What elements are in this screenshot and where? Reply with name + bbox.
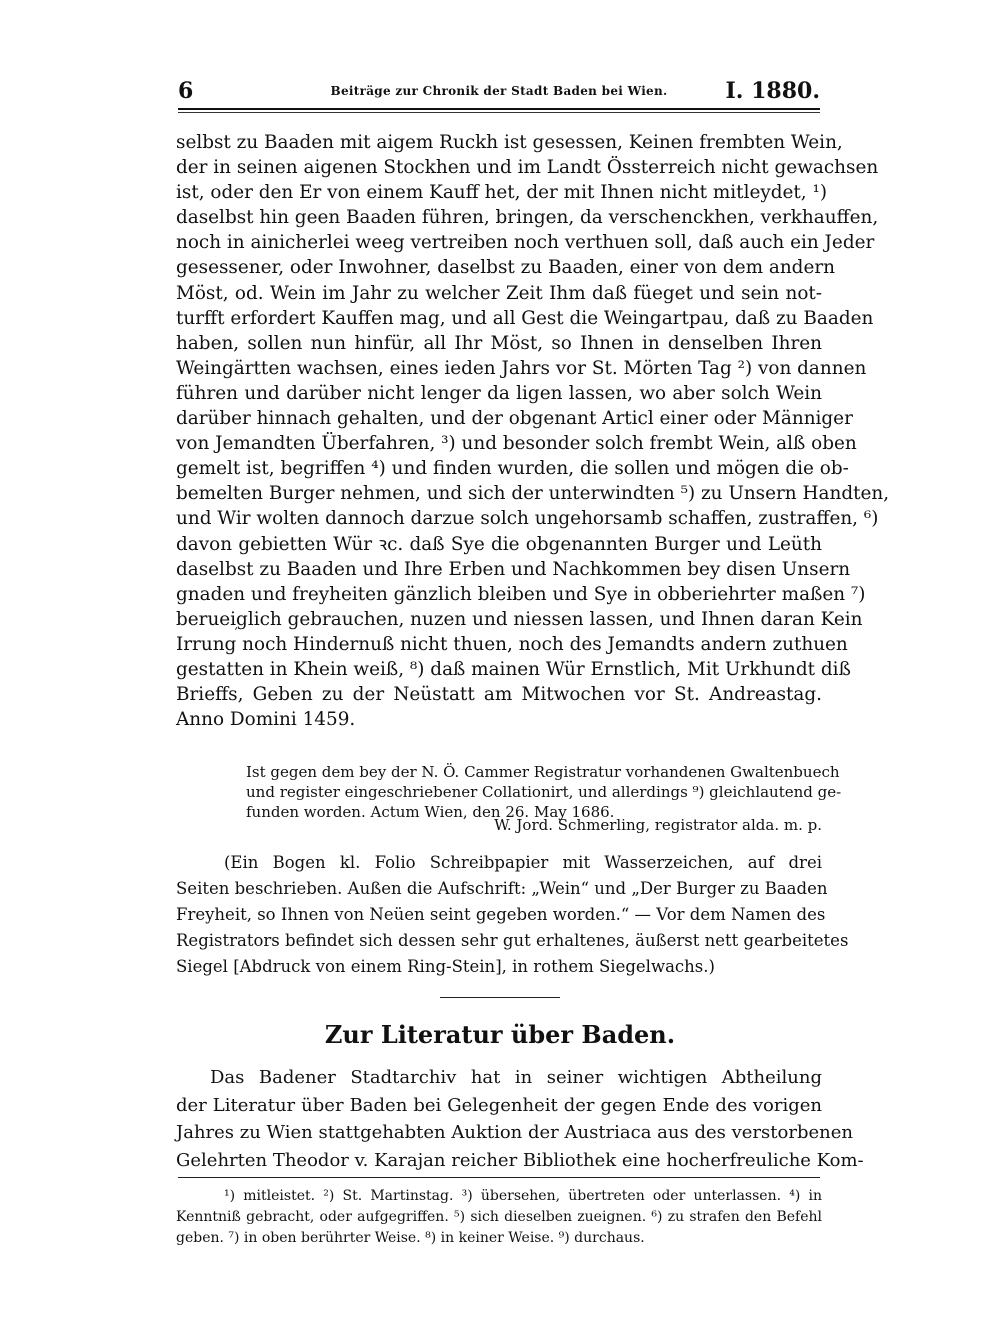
section-line: Das Badener Stadtarchiv hat in seiner wichtigen Abtheilung [210,1067,822,1088]
charter-text [176,130,890,732]
charter-text-line: der in seinen aigenen Stockhen und im Landt Össterreich nicht gewachsen [176,157,879,179]
charter-text-line: von Jemandten Überfahren, ³) und besonder solch frembt Wein, alß oben [176,433,857,455]
charter-text-line: berueܼiglich gebrauchen, nuzen und niessen lassen, und Ihnen daran Kein [176,608,863,630]
footnote-line: Kenntniß gebracht, oder aufgegriffen. ⁵) sich dieselben zueignen. ⁶) zu strafen den Befehl [176,1209,822,1225]
charter-text-line: Weingärtten wachsen, eines ieden Jahrs vor St. Mörten Tag ²) von dannen [176,357,867,379]
certification-line: und register eingeschriebener Collationirt, und allerdings ⁹) gleichlautend ge- [246,783,842,801]
certification-line: Ist gegen dem bey der N. Ö. Cammer Registratur vorhandenen Gwaltenbuech [246,763,840,781]
section-paragraph [176,1064,864,1174]
section-title: Zur Literatur über Baden. [324,1020,676,1049]
charter-text-line: führen und darüber nicht lenger da ligen lassen, wo aber solch Wein [176,382,822,404]
footnote-line: ¹) mitleistet. ²) St. Martinstag. ³) übersehen, übertreten oder unterlassen. ⁴) in [224,1188,822,1204]
charter-text-line: Anno Domini 1459. [176,709,356,731]
charter-text-line: gestatten in Khein weiß, ⁸) daß mainen Wür Ernstlich, Mit Urkhundt diß [176,658,851,680]
editorial-note-line: Seiten beschrieben. Außen die Aufschrift: „Wein“ und „Der Burger zu Baaden [176,879,828,898]
running-title: Beiträge zur Chronik der Stadt Baden bei Wien. [330,84,668,98]
editorial-note [176,850,849,980]
charter-text-line: daselbst hin geen Baaden führen, bringen, da verschenckhen, verkhauffen, [176,207,879,229]
charter-text-line: haben, sollen nun hinfür, all Ihr Möst, so Ihnen in denselben Ihren [176,332,822,354]
editorial-note-line: Freyheit, so Ihnen von Neüen seint gegeben worden.“ — Vor dem Namen des [176,905,826,924]
footnote-rule [178,1177,820,1178]
editorial-note-line: (Ein Bogen kl. Folio Schreibpapier mit Wasserzeichen, auf drei [224,853,822,872]
section-separator [440,997,560,998]
section-line: der Literatur über Baden bei Gelegenheit der gegen Ende des vorigen [176,1094,822,1116]
registrar-signature: W. Jord. Schmerling, registrator alda. m. p. [494,816,822,834]
editorial-note-line: Siegel [Abdruck von einem Ring-Stein], in rothem Siegelwachs.) [176,957,715,976]
section-line: Jahres zu Wien stattgehabten Auktion der Austriaca aus des verstorbenen [176,1122,853,1143]
footnotes [176,1186,822,1249]
editorial-note-line: Registrators befindet sich dessen sehr gut erhaltenes, äußerst nett gearbeitetes [176,931,849,950]
charter-text-line: selbst zu Baaden mit aigem Ruckh ist gesessen, Keinen frembten Wein, [176,132,843,153]
charter-text-line: ist, oder den Er von einem Kauff het, der mit Ihnen nicht mitleydet, ¹) [176,182,828,204]
section-line: Gelehrten Theodor v. Karajan reicher Bibliothek eine hocherfreuliche Kom- [176,1149,864,1171]
header-rule-thin [178,112,820,113]
charter-text-line: davon gebietten Wür ꝛc. daß Sye die obgenannten Burger und Leüth [176,533,822,555]
charter-text-line: und Wir wolten dannoch darzue solch ungehorsamb schaffen, zustraffen, ⁶) [176,508,879,530]
charter-text-line: darüber hinnach gehalten, und der obgenant Articl einer oder Männiger [176,408,853,430]
certification-note [246,762,842,822]
certification-line: funden worden. Actum Wien, den 26. May 1686. [246,803,615,821]
volume-year: I. 1880. [725,78,820,104]
page-number: 6 [178,78,194,104]
charter-text-line: gemelt ist, begriffen ⁴) und finden wurden, die sollen und mögen die ob- [176,458,849,480]
charter-text-line: gnaden und freyheiten gänzlich bleiben und Sye in obberiehrter maßen ⁷) [176,583,866,605]
charter-text-line: daselbst zu Baaden und Ihre Erben und Nachkommen bey disen Unsern [176,558,851,580]
charter-text-line: gesessener, oder Inwohner, daselbst zu Baaden, einer von dem andern [176,257,835,279]
running-header [178,78,820,106]
charter-text-line: noch in ainicherlei weeg vertreiben noch verthuen soll, daß auch ein Jeder [176,232,875,254]
charter-text-line: turfft erfordert Kauffen mag, und all Gest die Weingartpau, daß zu Baaden [176,307,874,329]
charter-text-line: Möst, od. Wein im Jahr zu welcher Zeit Ihm daß füeget und sein not- [176,282,822,304]
charter-text-line: Brieffs, Geben zu der Neüstatt am Mitwochen vor St. Andreastag. [176,684,822,706]
charter-text-line: bemelten Burger nehmen, und sich der unterwindten ⁵) zu Unsern Handten, [176,483,890,505]
footnote-line: geben. ⁷) in oben berührter Weise. ⁸) in keiner Weise. ⁹) durchaus. [176,1230,645,1246]
charter-text-line: Irrung noch Hindernuß nicht thuen, noch des Jemandts andern zuthuen [176,633,848,655]
header-rule [178,108,820,110]
